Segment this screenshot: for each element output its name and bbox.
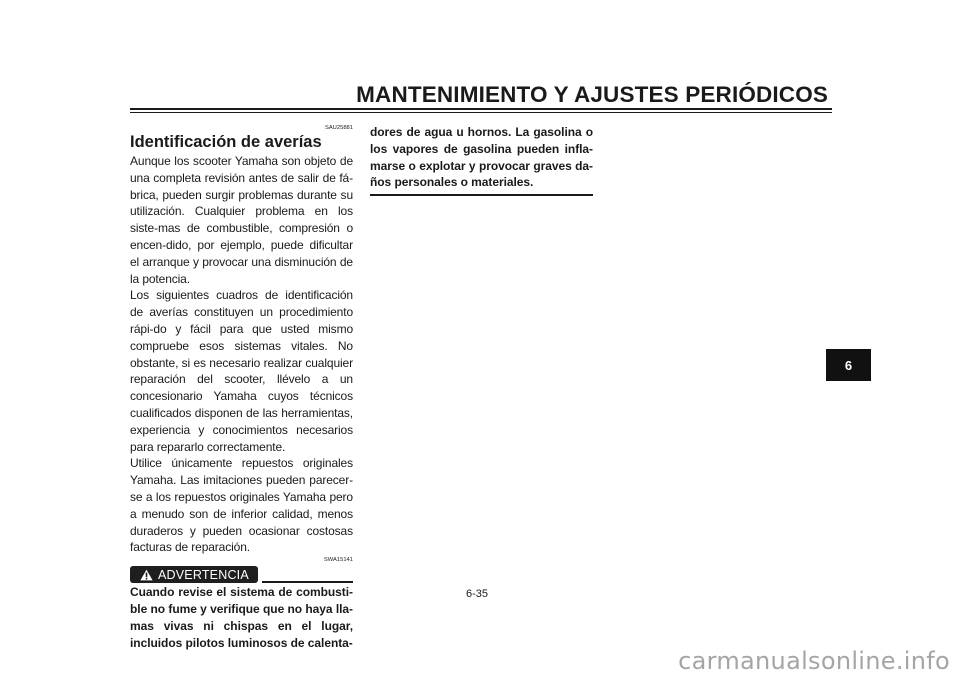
warning-badge	[130, 566, 258, 583]
warning-text: Cuando revise el sistema de combusti-ble no fume y verifique que no haya lla-mas vivas ni chispas en el lugar, incluidos pilotos luminosos de calenta-	[130, 585, 353, 650]
section-code: SAU25881	[324, 125, 353, 131]
body-paragraph: Aunque los scooter Yamaha son objeto de una completa revisión antes de salir de fá-brica, pueden surgir problemas durante su utilización. Cualquier problema en los siste-mas de combustible, compresión o encen-dido, por ejemplo, puede dificultar el arranque y provocar una disminución de la potencia.	[130, 154, 353, 286]
warning-triangle-icon	[140, 569, 153, 581]
warning-header	[130, 566, 353, 584]
middle-column	[370, 124, 593, 196]
warning-underline	[262, 581, 353, 583]
header-rule-thin	[130, 112, 832, 113]
left-column	[130, 124, 353, 651]
section-title: Identificación de averías	[130, 133, 322, 151]
watermark: carmanualsonline.info	[678, 647, 950, 675]
page-number: 6-35	[466, 588, 489, 600]
warning-label: ADVERTENCIA	[158, 567, 249, 582]
chapter-tab: 6	[826, 349, 871, 381]
body-paragraph: Utilice únicamente repuestos originales Yamaha. Las imitaciones pueden parecer-se a los repuestos originales Yamaha pero a menudo son de inferior calidad, menos duraderos y pueden ocasionar costosas facturas de reparación.	[130, 456, 353, 555]
body-paragraph: Los siguientes cuadros de identificación de averías constituyen un procedimiento rápi-do y fácil para que usted mismo compruebe esos sistemas vitales. No obstante, si es necesario realizar cualquier reparación del scooter, llévelo a un concesionario Yamaha cuyos técnicos cualificados disponen de las herramientas, experiencia y conocimientos necesarios para repararlo correctamente.	[130, 288, 353, 454]
warning-code: SWA15141	[323, 557, 353, 564]
warning-text-continued: dores de agua u hornos. La gasolina o los vapores de gasolina pueden infla-marse o explotar y provocar graves da-ños personales o materiales.	[370, 125, 593, 190]
warning-end-rule	[370, 194, 593, 196]
header-rule-thick	[130, 108, 832, 110]
page-header-title: MANTENIMIENTO Y AJUSTES PERIÓDICOS	[356, 82, 828, 107]
